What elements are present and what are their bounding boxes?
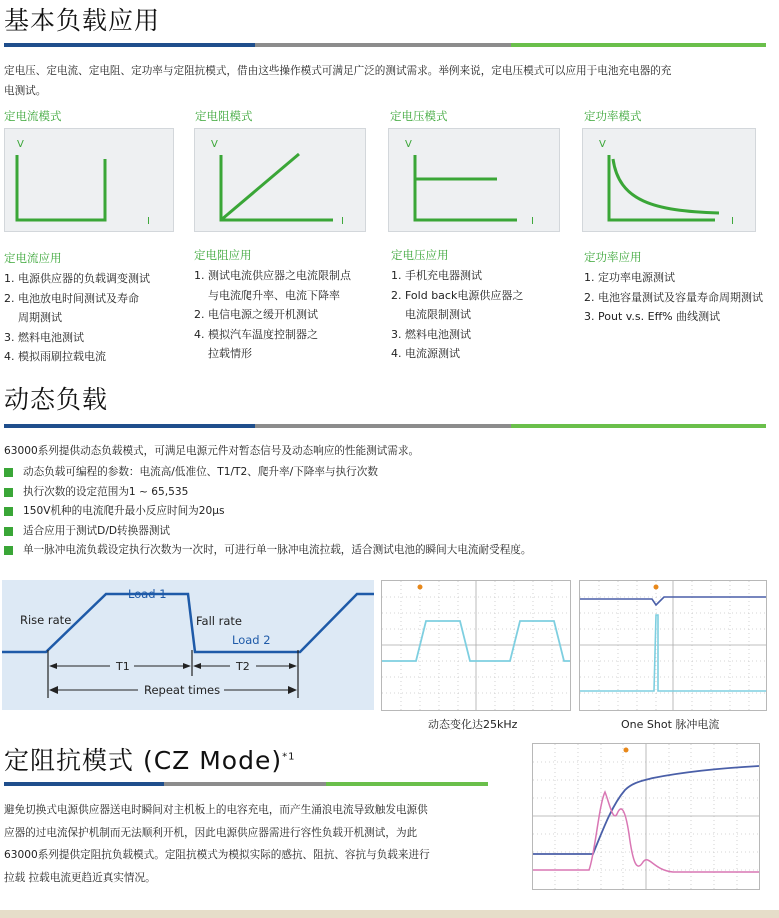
rise-rate-label: Rise rate <box>20 613 72 627</box>
application-item: 1. 测试电流供应器之电流限制点 与电流爬升率、电流下降率 <box>194 269 351 302</box>
cc-curve <box>17 155 105 220</box>
dynamic-feature-list <box>4 463 532 561</box>
footer-band <box>0 910 779 918</box>
bullet-square-icon <box>4 488 13 497</box>
paragraph-line: 应器的过电流保护机制而无法顺利开机，因此电源供应器需进行容性负载开机测试，为此 <box>4 826 418 839</box>
cc-applications <box>4 250 189 367</box>
scope-caption-one-shot: One Shot 脉冲电流 <box>621 718 720 731</box>
axis-v-label: V <box>599 139 606 150</box>
feature-item: 适合应用于测试D/D转换器测试 <box>4 522 532 542</box>
cv-axes <box>415 155 517 220</box>
cr-app-title: 定电阻应用 <box>194 248 252 262</box>
section-dynamic-load-intro: 63000系列提供动态负载模式，可满足电源元件对暂态信号及动态响应的性能测试需求。 <box>4 445 420 457</box>
bullet-square-icon <box>4 507 13 516</box>
t1-label: T1 <box>116 660 130 673</box>
paragraph-line: 63000系列提供定阻抗负载模式。定阻抗模式为模拟实际的感抗、阻抗、容抗与负载来进行 <box>4 849 430 861</box>
application-item: 1. 定功率电源测试 <box>584 271 675 284</box>
scope-caption-25khz: 动态变化达25kHz <box>428 718 518 731</box>
fall-rate-label: Fall rate <box>196 614 243 628</box>
axis-i-label: I <box>531 216 534 227</box>
cp-applications <box>584 249 779 327</box>
cr-mode-graph <box>194 128 366 232</box>
application-item: 2. 电池放电时间测试及寿命 周期测试 <box>4 291 139 324</box>
axis-v-label: V <box>17 139 24 150</box>
cr-axes <box>221 155 333 220</box>
cr-curve <box>221 154 299 220</box>
mode-title-cv: 定电压模式 <box>390 109 448 123</box>
cv-mode-graph <box>388 128 560 232</box>
section-divider <box>4 424 766 428</box>
cp-mode-graph <box>582 128 756 232</box>
section-cz-mode-body <box>4 799 499 889</box>
bullet-square-icon <box>4 527 13 536</box>
t2-label: T2 <box>236 660 250 673</box>
cv-app-title: 定电压应用 <box>391 248 449 262</box>
axis-v-label: V <box>211 139 218 150</box>
cp-curve <box>613 159 719 213</box>
axis-i-label: I <box>341 216 344 227</box>
application-item: 2. Fold back电源供应器之 电流限制测试 <box>391 288 524 321</box>
application-item: 1. 手机充电器测试 <box>391 269 482 282</box>
application-item: 3. 燃料电池测试 <box>4 330 84 344</box>
mode-title-cr: 定电阻模式 <box>195 109 253 123</box>
feature-item: 单一脉冲电流负载设定执行次数为一次时，可进行单一脉冲电流拉载，适合测试电池的瞬间大电流耐受程度。 <box>4 541 532 561</box>
mode-title-cp: 定功率模式 <box>584 109 642 123</box>
application-item: 4. 电流源测试 <box>391 347 460 360</box>
scope-25khz <box>381 580 571 711</box>
section-dynamic-load-title: 动态负载 <box>4 385 109 414</box>
application-item: 4. 模拟汽车温度控制器之 拉载情形 <box>194 327 318 360</box>
bullet-square-icon <box>4 546 13 555</box>
section-divider <box>4 43 766 47</box>
section-cz-mode-title: 定阻抗模式 (CZ Mode)$^{*1}$ <box>4 746 296 775</box>
section-divider <box>4 782 488 786</box>
application-item: 2. 电池容量测试及容量寿命周期测试 <box>584 290 763 304</box>
dynamic-load-diagram <box>2 580 374 710</box>
section-basic-load-intro: 定电压、定电流、定电阻、定功率与定阻抗模式，借由这些操作模式可满足广泛的测试需求。举例来说，定电压模式可以应用于电池充电器的充 电测试。 <box>4 65 672 97</box>
feature-item: 执行次数的设定范围为1 ~ 65,535 <box>4 483 532 503</box>
load2-label: Load 2 <box>232 633 271 647</box>
paragraph-line: 拉载 拉载电流更趋近真实情况。 <box>4 871 156 884</box>
application-item: 2. 电信电源之缓开机测试 <box>194 308 318 321</box>
repeat-times-label: Repeat times <box>144 683 221 697</box>
axis-v-label: V <box>405 139 412 150</box>
paragraph-line: 避免切换式电源供应器送电时瞬间对主机板上的电容充电，而产生涌浪电流导致触发电源供 <box>4 804 428 816</box>
application-item: 3. Pout v.s. Eff% 曲线测试 <box>584 310 721 323</box>
cp-app-title: 定功率应用 <box>584 250 642 264</box>
section-basic-load-title: 基本负载应用 <box>4 6 161 35</box>
scope-cz-mode <box>532 743 760 890</box>
application-item: 4. 模拟雨刷拉载电流 <box>4 350 106 363</box>
cv-applications <box>391 247 579 364</box>
axis-i-label: I <box>731 216 734 227</box>
load1-label: Load 1 <box>128 587 167 601</box>
mode-title-cc: 定电流模式 <box>4 109 62 123</box>
application-item: 3. 燃料电池测试 <box>391 327 471 341</box>
cc-app-title: 定电流应用 <box>4 251 62 265</box>
footnote-marker: *1 <box>282 751 296 763</box>
axis-i-label: I <box>147 216 150 227</box>
bullet-square-icon <box>4 468 13 477</box>
feature-item: 150V机种的电流爬升最小反应时间为20μs <box>4 502 532 522</box>
scope-one-shot <box>579 580 767 711</box>
cr-applications <box>194 247 384 364</box>
cc-mode-graph <box>4 128 174 232</box>
application-item: 1. 电源供应器的负载调变测试 <box>4 272 150 285</box>
feature-item: 动态负载可编程的参数：电流高/低准位、T1/T2、爬升率/下降率与执行次数 <box>4 463 532 483</box>
